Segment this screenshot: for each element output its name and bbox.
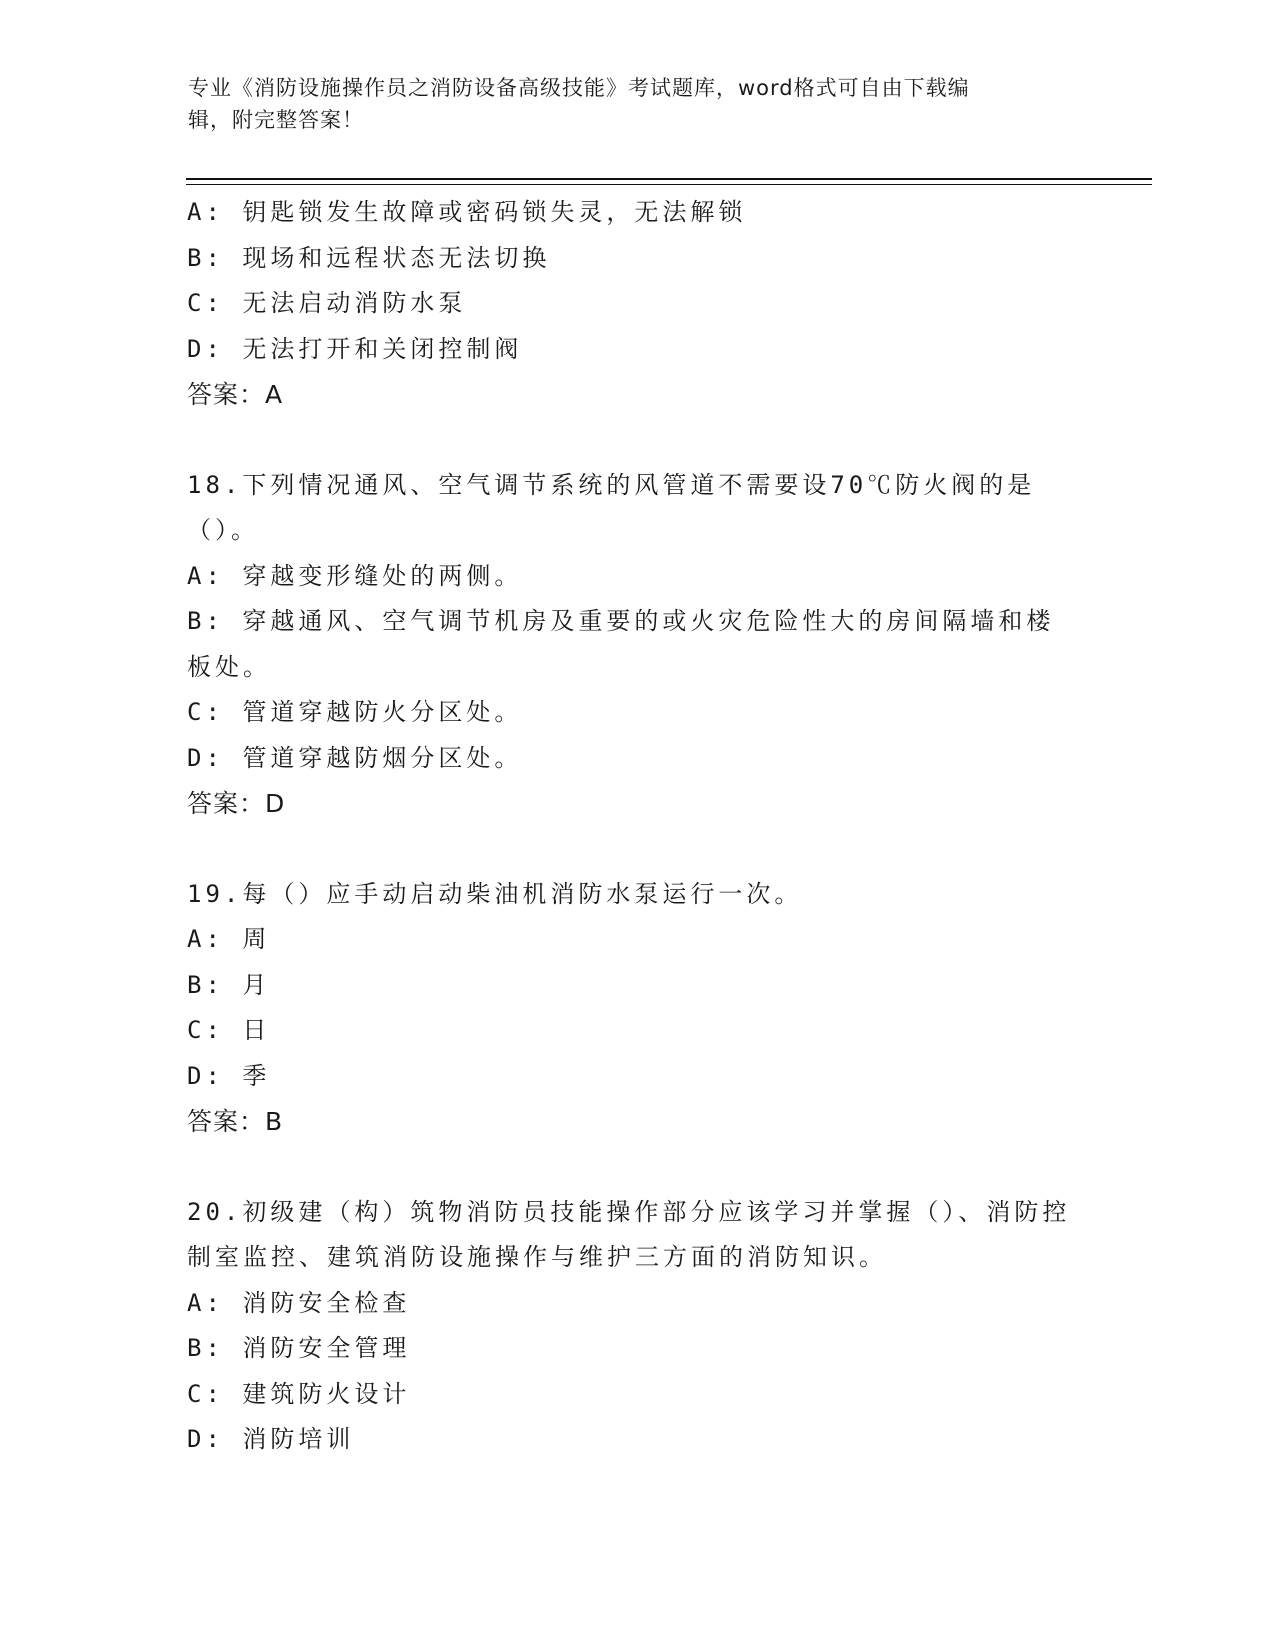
question-text: 20.初级建（构）筑物消防员技能操作部分应该学习并掌握（）、消防控制室监控、建筑消防设施操作与维护三方面的消防知识。: [187, 1197, 1071, 1271]
option-b: B: 消防安全管理: [187, 1334, 411, 1362]
header-divider-thin: [186, 184, 1152, 185]
option-d: D: 消防培训: [187, 1425, 355, 1453]
document-header: [188, 72, 1068, 136]
option-b: B: 月: [187, 970, 271, 999]
question-text: 19.每（）应手动启动柴油机消防水泵运行一次。: [187, 879, 803, 908]
question-block-17: [187, 190, 1077, 418]
option-a: A: 周: [187, 925, 271, 953]
option-b: B: 现场和远程状态无法切换: [187, 243, 551, 272]
answer-line: 答案：B: [187, 1107, 284, 1136]
answer-line: 答案：A: [187, 380, 284, 409]
header-line-2: 辑，附完整答案！: [188, 108, 364, 132]
question-block-20: [187, 1190, 1077, 1463]
header-line-1: 专业《消防设施操作员之消防设备高级技能》考试题库，word格式可自由下载编: [188, 76, 970, 100]
option-d: D: 季: [187, 1061, 271, 1090]
option-a: A: 钥匙锁发生故障或密码锁失灵，无法解锁: [187, 198, 747, 226]
option-c: C: 管道穿越防火分区处。: [187, 698, 523, 726]
option-a: A: 穿越变形缝处的两侧。: [187, 561, 523, 590]
question-text: 18.下列情况通风、空气调节系统的风管道不需要设70℃防火阀的是（）。: [187, 470, 1036, 544]
option-a: A: 消防安全检查: [187, 1288, 411, 1317]
option-c: C: 日: [187, 1016, 271, 1044]
header-divider-thick: [186, 178, 1152, 180]
option-c: C: 建筑防火设计: [187, 1379, 411, 1408]
option-d: D: 无法打开和关闭控制阀: [187, 334, 523, 363]
question-list: [187, 190, 1077, 1463]
option-d: D: 管道穿越防烟分区处。: [187, 743, 523, 772]
option-c: C: 无法启动消防水泵: [187, 289, 467, 317]
answer-line: 答案：D: [187, 789, 286, 818]
question-block-19: [187, 872, 1077, 1145]
question-block-18: [187, 463, 1077, 827]
option-b: B: 穿越通风、空气调节机房及重要的或火灾危险性大的房间隔墙和楼板处。: [187, 607, 1055, 681]
